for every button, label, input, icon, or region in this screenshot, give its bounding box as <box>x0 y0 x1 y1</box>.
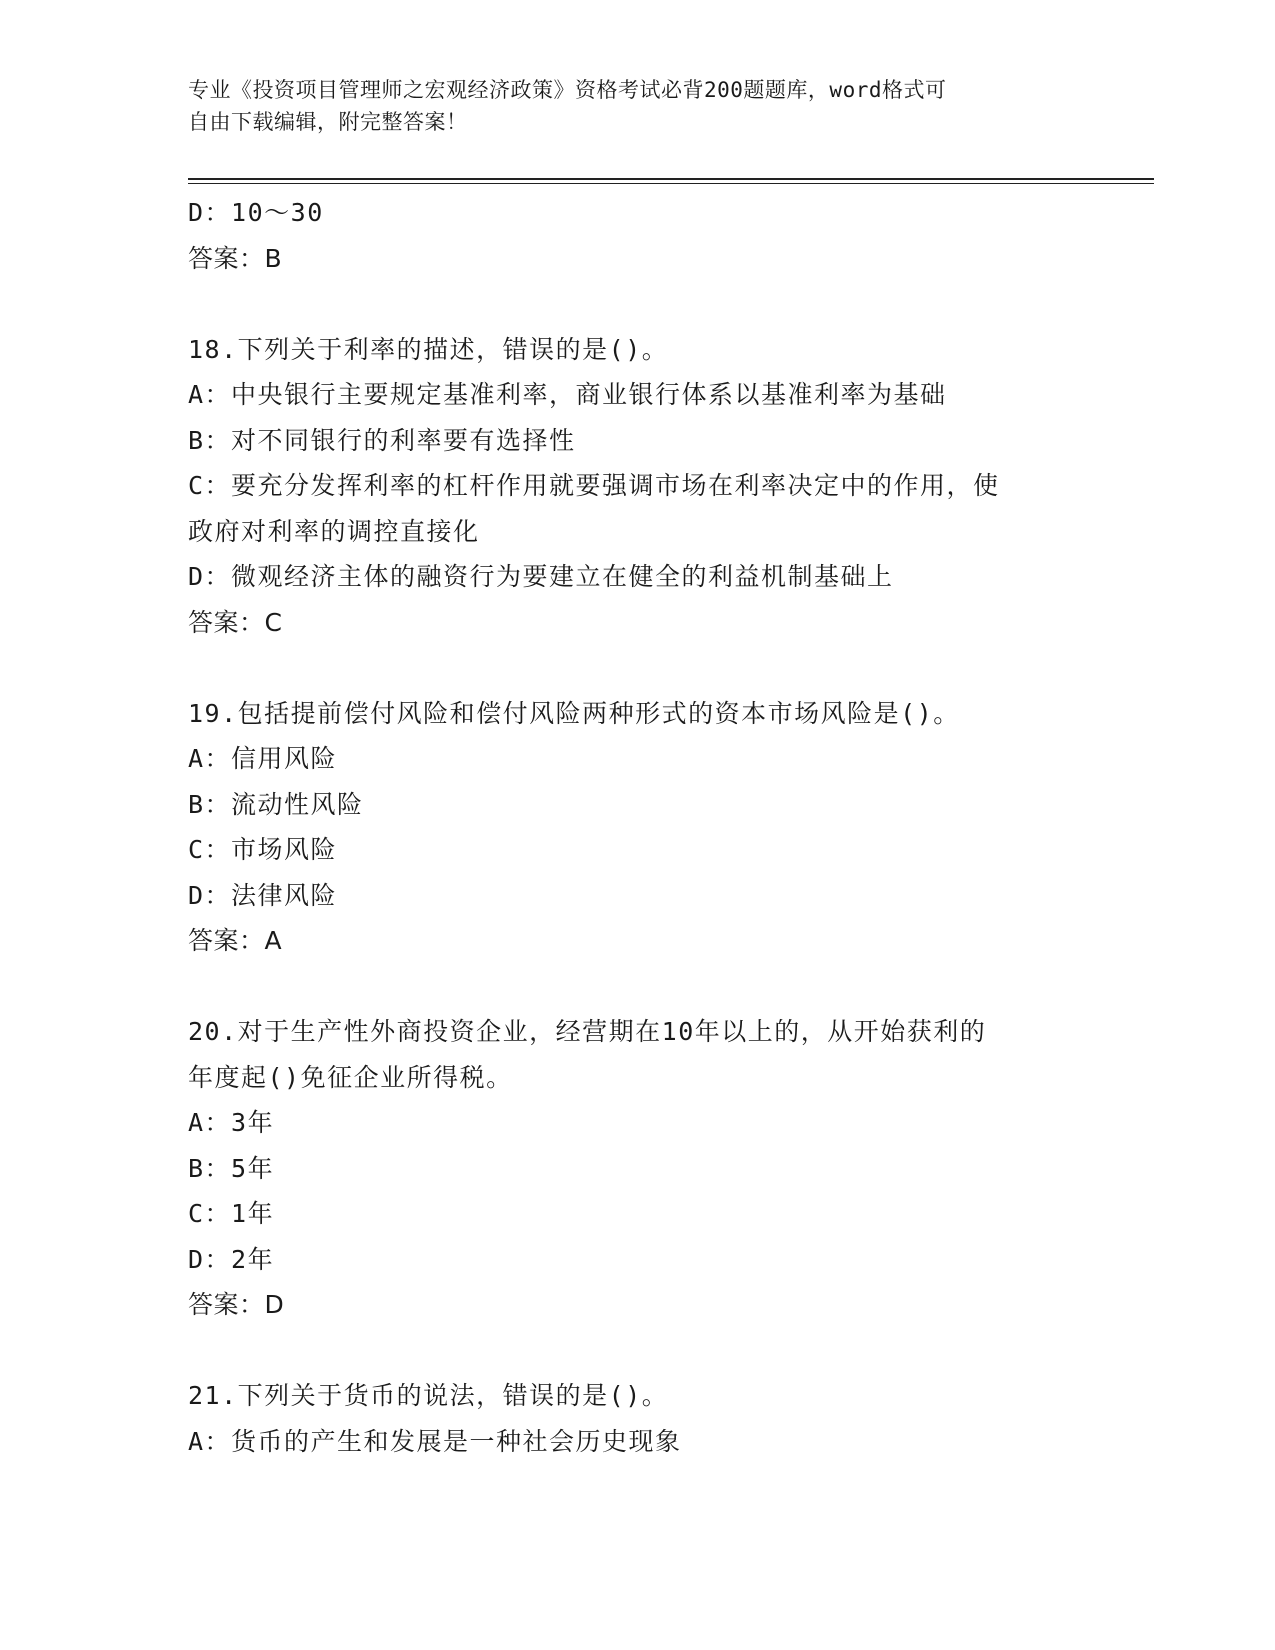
header-line-2: 自由下载编辑，附完整答案！ <box>188 110 468 134</box>
question-content <box>188 190 1088 1464</box>
question-text: 18.下列关于利率的描述，错误的是()。 <box>188 334 669 364</box>
option-c: C：1年 <box>188 1199 275 1228</box>
question-text: 20.对于生产性外商投资企业，经营期在10年以上的，从开始获利的 <box>188 1017 987 1046</box>
option-d: D：法律风险 <box>188 880 338 910</box>
option-b: B：对不同银行的利率要有选择性 <box>188 425 576 455</box>
spacer <box>188 281 1088 327</box>
spacer <box>188 964 1088 1010</box>
spacer <box>188 645 1088 691</box>
question-18 <box>188 327 1088 646</box>
option-a: A：中央银行主要规定基准利率，商业银行体系以基准利率为基础 <box>188 380 947 409</box>
question-text-continued: 年度起()免征企业所得税。 <box>188 1062 513 1092</box>
option-d: D：微观经济主体的融资行为要建立在健全的利益机制基础上 <box>188 562 894 591</box>
answer: 答案：A <box>188 926 283 955</box>
page-header <box>188 74 1088 138</box>
question-text: 19.包括提前偿付风险和偿付风险两种形式的资本市场风险是()。 <box>188 698 960 728</box>
header-divider-thin <box>188 183 1154 184</box>
answer: 答案：D <box>188 1290 285 1319</box>
option-a: A：3年 <box>188 1108 275 1137</box>
question-text: 21.下列关于货币的说法，错误的是()。 <box>188 1381 669 1410</box>
question-20 <box>188 1009 1088 1328</box>
question-19 <box>188 691 1088 964</box>
option-d: D：10～30 <box>188 198 324 227</box>
previous-question-tail <box>188 190 1088 281</box>
option-b: B：5年 <box>188 1153 275 1183</box>
option-d: D：2年 <box>188 1244 275 1274</box>
option-c-continued: 政府对利率的调控直接化 <box>188 516 480 546</box>
option-c: C：要充分发挥利率的杠杆作用就要强调市场在利率决定中的作用，使 <box>188 471 1000 500</box>
answer: 答案：B <box>188 243 283 273</box>
header-line-1: 专业《投资项目管理师之宏观经济政策》资格考试必背200题题库，word格式可 <box>188 78 947 102</box>
option-a: A：货币的产生和发展是一种社会历史现象 <box>188 1426 682 1456</box>
answer: 答案：C <box>188 607 283 637</box>
option-c: C：市场风险 <box>188 835 338 864</box>
option-a: A：信用风险 <box>188 744 338 773</box>
option-b: B：流动性风险 <box>188 789 364 819</box>
question-21 <box>188 1373 1088 1464</box>
spacer <box>188 1328 1088 1374</box>
header-divider-thick <box>188 178 1154 180</box>
